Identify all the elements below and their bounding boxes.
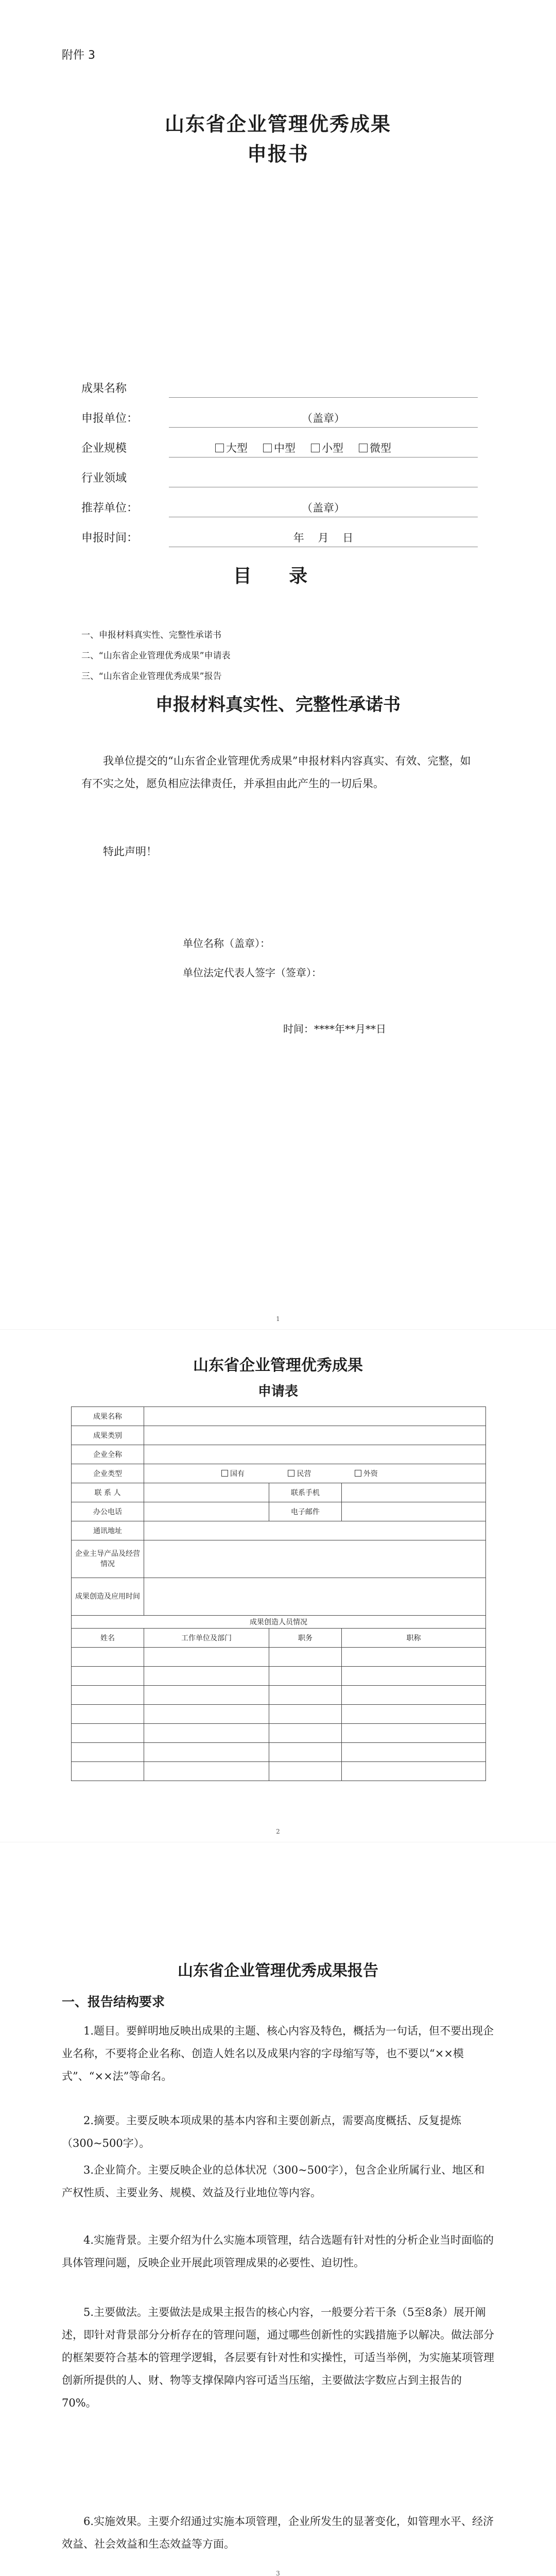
toc-item: 三、“山东省企业管理优秀成果”报告 xyxy=(81,671,222,682)
application-table xyxy=(71,1406,486,1781)
scale-options xyxy=(215,440,391,455)
field-industry xyxy=(81,462,478,490)
field-date xyxy=(81,521,478,550)
field-scale xyxy=(81,432,478,461)
page-number: 3 xyxy=(276,2570,280,2576)
row-label: 成果名称 xyxy=(72,1407,144,1426)
field-value: 年 月 日 xyxy=(293,532,354,544)
table-row xyxy=(72,1743,486,1762)
report-para-1: 1.题目。要鲜明地反映出成果的主题、核心内容及特色，概括为一句话，但不要出现企业名称，不要将企业名称、创造人姓名以及成果内容的字母缩写等，也不要以“××模式”、“××法”等命名。 xyxy=(62,2025,494,2082)
members-title: 成果创造人员情况 xyxy=(72,1616,486,1629)
input-cell[interactable] xyxy=(144,1578,486,1616)
promise-unit: 单位名称（盖章）： xyxy=(183,937,270,950)
option-medium[interactable]: 中型 xyxy=(263,440,296,455)
checkbox-icon xyxy=(355,1470,361,1477)
field-achievement-name xyxy=(81,372,478,401)
report-para-6: 6.实施效果。主要介绍通过实施本项管理，企业所发生的显著变化，如管理水平、经济效益、社会效益和生态效益等方面。 xyxy=(62,2515,494,2550)
table-row xyxy=(72,1724,486,1743)
cover-title-line1: 山东省企业管理优秀成果 xyxy=(164,112,391,135)
input-cell[interactable] xyxy=(144,1483,269,1502)
page-number: 2 xyxy=(276,1828,280,1835)
input-cell[interactable] xyxy=(144,1540,486,1578)
report-para-2: 2.摘要。主要反映本项成果的基本内容和主要创新点，需要高度概括、反复提炼（300~500字）。 xyxy=(62,2114,462,2149)
field-applicant xyxy=(81,402,478,431)
field-value: （盖章） xyxy=(302,412,345,425)
promise-title: 申报材料真实性、完整性承诺书 xyxy=(155,694,401,715)
promise-rep: 单位法定代表人签字（签章）： xyxy=(183,967,322,979)
field-recommender xyxy=(81,492,478,520)
promise-date: 时间：****年**月**日 xyxy=(283,1023,386,1035)
field-label: 行业领域 xyxy=(81,472,127,485)
input-cell[interactable] xyxy=(144,1426,486,1445)
field-label: 申报单位： xyxy=(81,412,138,425)
promise-body: 我单位提交的“山东省企业管理优秀成果”申报材料内容真实、有效、完整，如有不实之处，愿负相应法律责任，并承担由此产生的一切后果。 xyxy=(81,755,471,790)
form-subtitle: 申请表 xyxy=(257,1384,298,1399)
page-divider xyxy=(0,1329,556,1330)
checkbox-icon xyxy=(263,444,272,452)
checkbox-icon xyxy=(215,444,224,452)
row-label: 电子邮件 xyxy=(269,1502,342,1521)
report-para-4: 4.实施背景。主要介绍为什么实施本项管理，结合选题有针对性的分析企业当时面临的具体管理问题，反映企业开展此项管理成果的必要性、迫切性。 xyxy=(62,2234,494,2269)
page-number: 1 xyxy=(276,1315,280,1323)
option-micro[interactable]: 微型 xyxy=(359,440,391,455)
row-label: 成果类别 xyxy=(72,1426,144,1445)
section-structure: 一、报告结构要求 xyxy=(62,1994,165,2009)
type-options xyxy=(144,1464,486,1483)
checkbox-icon xyxy=(359,444,368,452)
underline xyxy=(169,397,478,398)
promise-closing: 特此声明！ xyxy=(103,845,157,858)
table-row xyxy=(72,1762,486,1781)
row-label: 成果创造及应用时间 xyxy=(72,1578,144,1616)
toc-item: 二、“山东省企业管理优秀成果”申请表 xyxy=(81,651,231,661)
col-header-post: 职务 xyxy=(269,1629,342,1648)
annex-label: 附件 3 xyxy=(62,49,95,62)
field-label: 申报时间： xyxy=(81,532,138,545)
col-header-title: 职称 xyxy=(342,1629,486,1648)
row-label: 联 系 人 xyxy=(72,1483,144,1502)
input-cell[interactable] xyxy=(144,1445,486,1464)
row-label: 通讯地址 xyxy=(72,1521,144,1540)
row-label: 企业全称 xyxy=(72,1445,144,1464)
input-cell[interactable] xyxy=(342,1502,486,1521)
input-cell[interactable] xyxy=(144,1521,486,1540)
table-row xyxy=(72,1667,486,1686)
option-large[interactable]: 大型 xyxy=(215,440,248,455)
input-cell[interactable] xyxy=(144,1407,486,1426)
table-row xyxy=(72,1705,486,1724)
row-label: 企业主导产品及经营情况 xyxy=(72,1540,144,1578)
table-row xyxy=(72,1648,486,1667)
input-cell[interactable] xyxy=(144,1502,269,1521)
field-value: （盖章） xyxy=(302,502,345,514)
field-label: 企业规模 xyxy=(81,442,127,455)
option-small[interactable]: 小型 xyxy=(311,440,343,455)
checkbox-icon xyxy=(221,1470,228,1477)
underline xyxy=(169,427,478,428)
input-cell[interactable] xyxy=(342,1483,486,1502)
toc-item: 一、申报材料真实性、完整性承诺书 xyxy=(81,630,221,640)
option-state[interactable]: 国有 xyxy=(221,1468,245,1479)
toc-title: 目 录 xyxy=(233,565,323,587)
table-row xyxy=(72,1686,486,1705)
option-foreign[interactable]: 外资 xyxy=(355,1468,378,1479)
checkbox-icon xyxy=(311,444,320,452)
row-label: 企业类型 xyxy=(72,1464,144,1483)
form-title: 山东省企业管理优秀成果 xyxy=(193,1357,363,1375)
cover-title-line2: 申报书 xyxy=(247,142,309,165)
col-header-unit: 工作单位及部门 xyxy=(144,1629,269,1648)
row-label: 联系手机 xyxy=(269,1483,342,1502)
row-label: 办公电话 xyxy=(72,1502,144,1521)
report-para-3: 3.企业简介。主要反映企业的总体状况（300~500字），包含企业所属行业、地区和产权性质、主要业务、规模、效益及行业地位等内容。 xyxy=(62,2164,485,2199)
option-private[interactable]: 民营 xyxy=(288,1468,311,1479)
col-header-name: 姓名 xyxy=(72,1629,144,1648)
field-label: 推荐单位： xyxy=(81,502,138,515)
field-label: 成果名称 xyxy=(81,382,127,395)
checkbox-icon xyxy=(288,1470,294,1477)
report-para-5: 5.主要做法。主要做法是成果主报告的核心内容，一般要分若干条（5至8条）展开阐述，即针对背景部分分析存在的管理问题，通过哪些创新性的实践措施予以解决。做法部分的框架要符合基本的管理学逻辑，各层要有针对性和实操性，可适当举例，为实施某项管理创新所提供的人、财、物等支撑保障内容可适当压缩，主要做法字数应占到主报告的70%。 xyxy=(62,2306,494,2409)
report-title: 山东省企业管理优秀成果报告 xyxy=(178,1962,378,1980)
